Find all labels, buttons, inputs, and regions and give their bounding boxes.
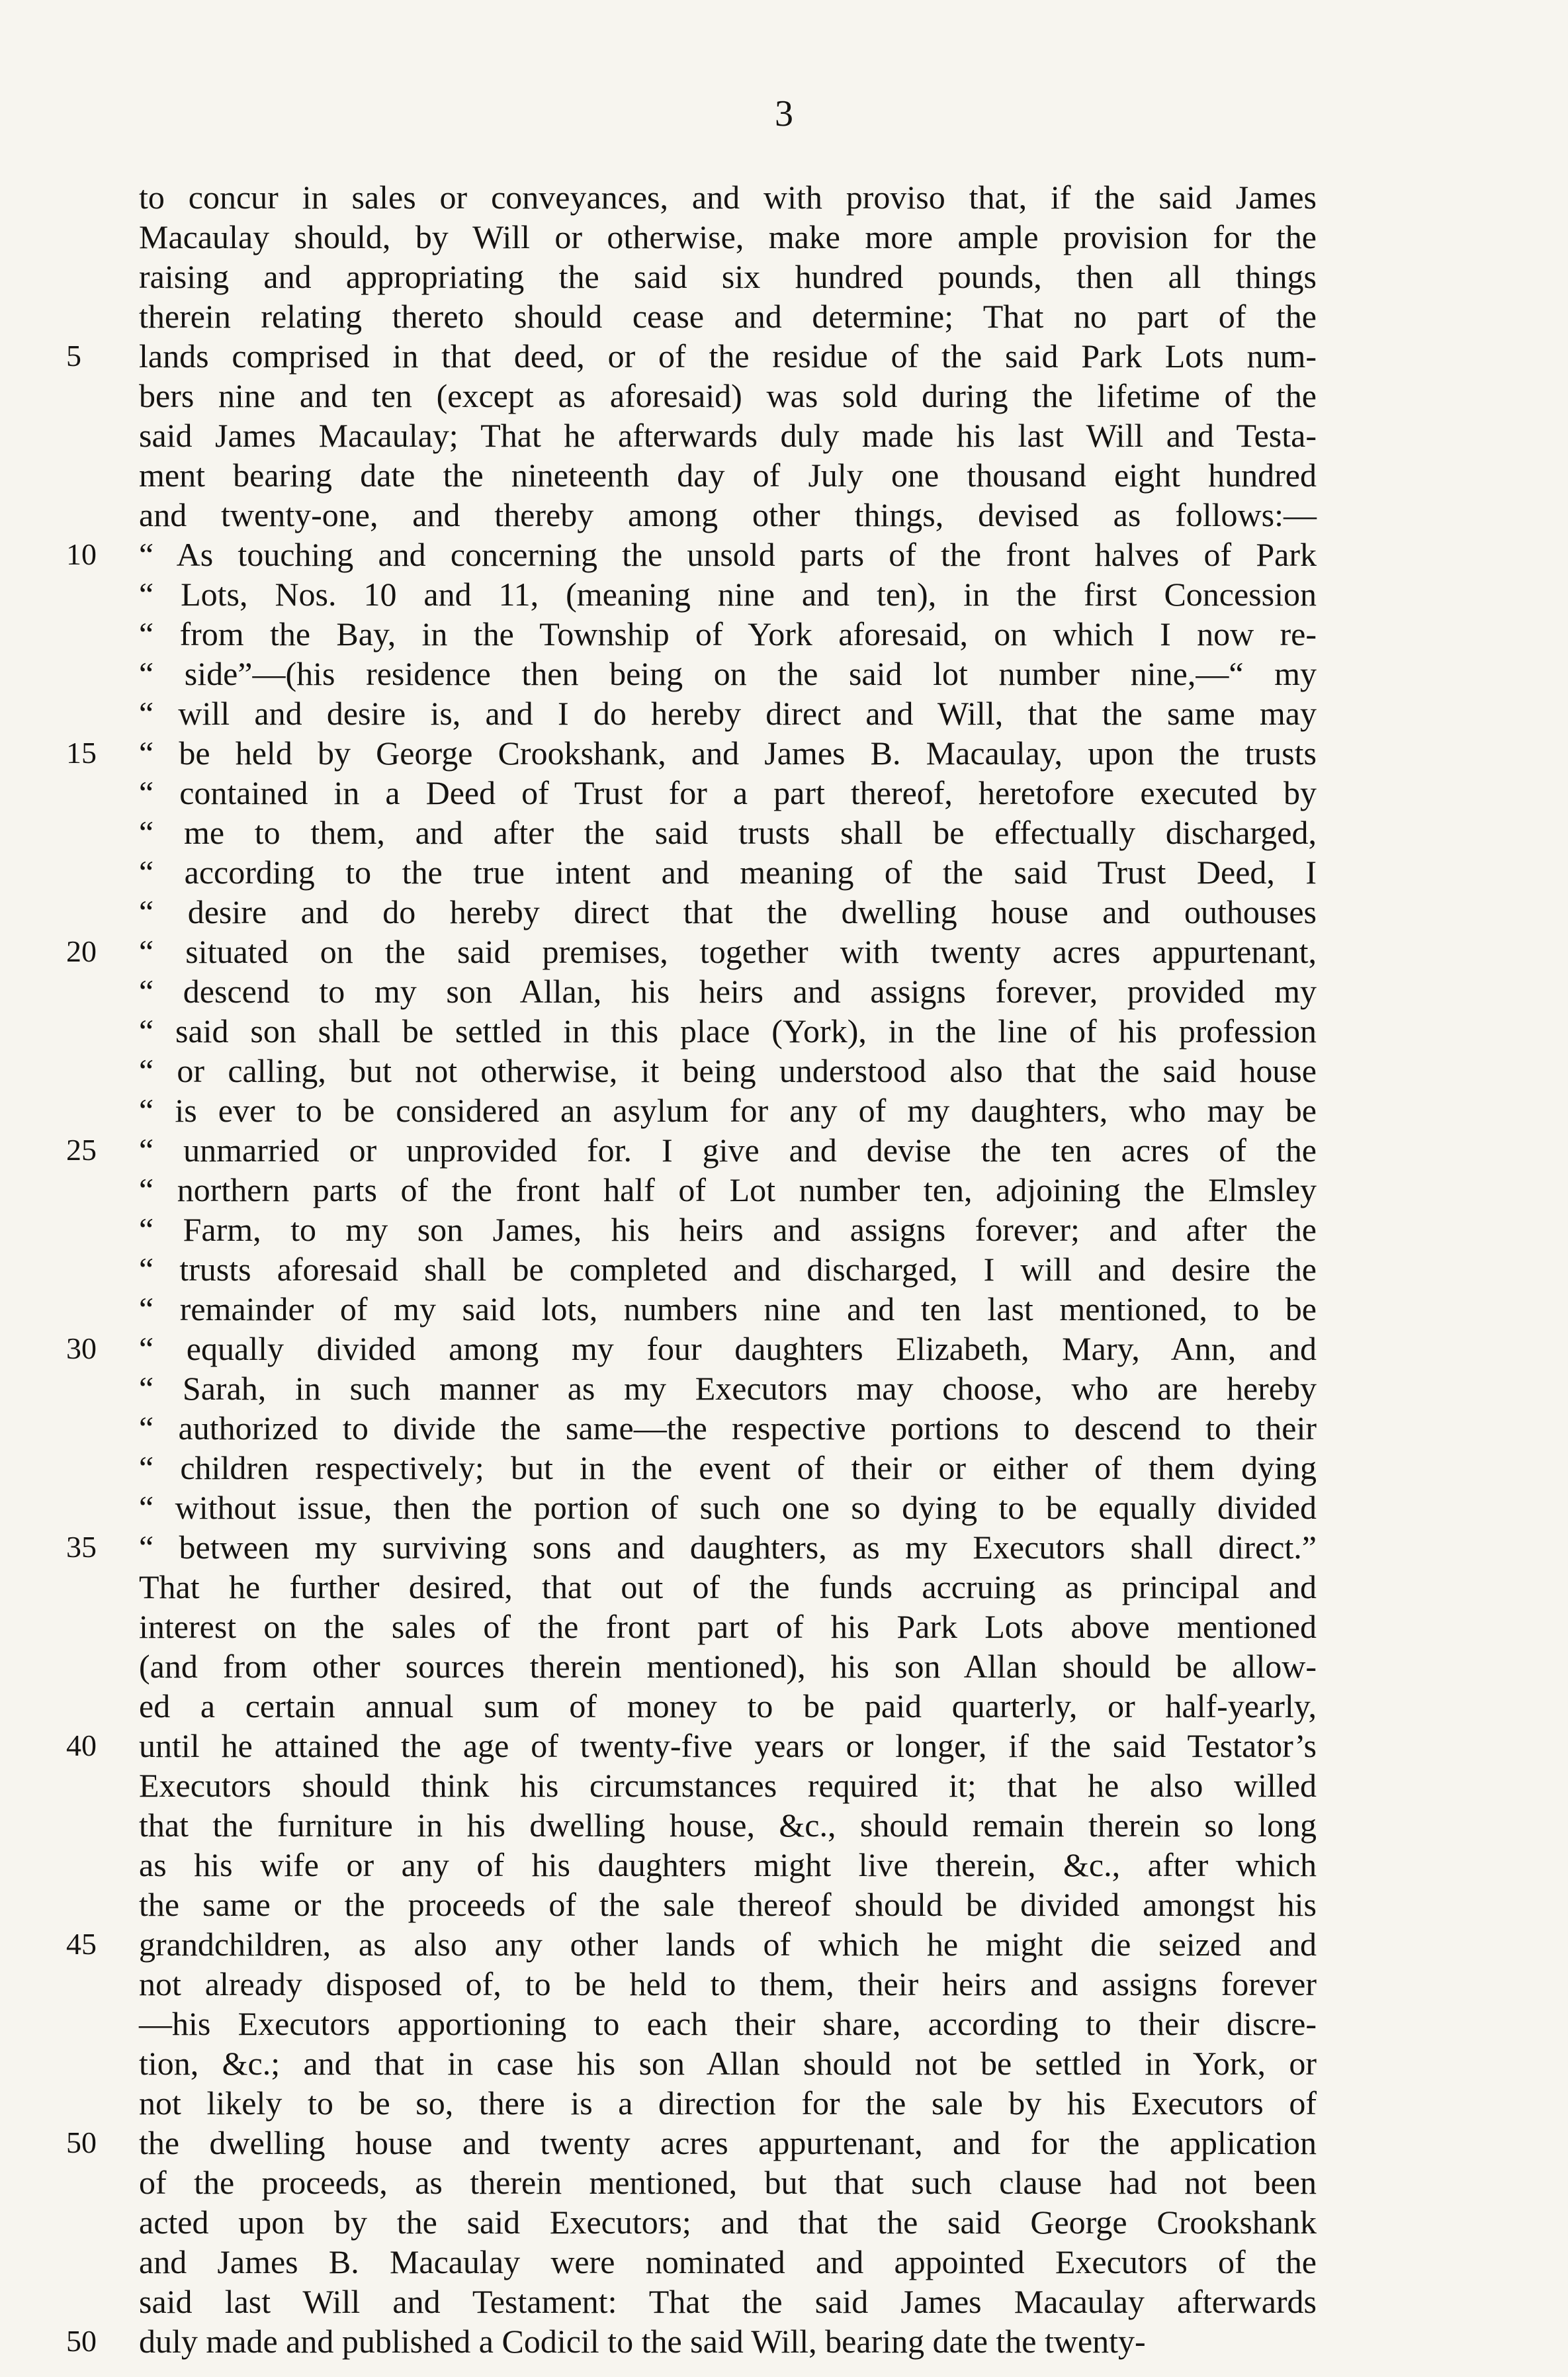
line-text: “ descend to my son Allan, his heirs and assigns forever, provided my (139, 973, 1317, 1010)
page-number: 3 (775, 93, 793, 134)
line-number: 25 (66, 1133, 97, 1167)
text-line (139, 1805, 1317, 1845)
text-line (139, 2043, 1317, 2083)
text-line (66, 2123, 1317, 2163)
text-line (66, 733, 1317, 773)
line-text: “ contained in a Deed of Trust for a part thereof, heretofore executed by (139, 774, 1317, 811)
text-line (139, 1289, 1317, 1329)
line-text: “ between my surviving sons and daughters, as my Executors shall direct.” (139, 1529, 1317, 1566)
line-text: that the furniture in his dwelling house, &c., should remain therein so long (139, 1807, 1317, 1844)
text-line (139, 495, 1317, 535)
line-text: of the proceeds, as therein mentioned, but that such clause had not been (139, 2164, 1317, 2201)
text-line (66, 1130, 1317, 1170)
text-line (139, 892, 1317, 932)
line-text: “ northern parts of the front half of Lot number ten, adjoining the Elmsley (139, 1171, 1317, 1208)
line-text: as his wife or any of his daughters might live therein, &c., after which (139, 1846, 1317, 1883)
line-text: “ remainder of my said lots, numbers nine and ten last mentioned, to be (139, 1290, 1317, 1327)
line-text: bers nine and ten (except as aforesaid) was sold during the lifetime of the (139, 377, 1317, 414)
text-line (66, 535, 1317, 574)
line-text: therein relating thereto should cease and determine; That no part of the (139, 298, 1317, 335)
line-number: 45 (66, 1927, 97, 1961)
text-line (139, 1686, 1317, 1726)
text-line (139, 852, 1317, 892)
text-line (139, 1964, 1317, 2004)
line-text: “ children respectively; but in the event of their or either of them dying (139, 1449, 1317, 1486)
line-text: “ said son shall be settled in this place (York), in the line of his profession (139, 1012, 1317, 1050)
line-text: and James B. Macaulay were nominated and appointed Executors of the (139, 2243, 1317, 2280)
text-line (66, 1527, 1317, 1567)
line-text: “ without issue, then the portion of such one so dying to be equally divided (139, 1489, 1317, 1526)
line-text: the dwelling house and twenty acres appurtenant, and for the application (139, 2124, 1317, 2161)
line-text: the same or the proceeds of the sale thereof should be divided amongst his (139, 1886, 1317, 1923)
text-line (139, 1170, 1317, 1210)
line-text: tion, &c.; and that in case his son Allan should not be settled in York, or (139, 2045, 1317, 2082)
text-line (139, 1091, 1317, 1130)
line-text: “ side”—(his residence then being on the said lot number nine,—“ my (139, 655, 1317, 692)
text-line (139, 1885, 1317, 1924)
text-line (139, 2242, 1317, 2282)
text-line (139, 2202, 1317, 2242)
text-line (66, 1924, 1317, 1964)
line-text: “ Sarah, in such manner as my Executors may choose, who are hereby (139, 1370, 1317, 1407)
line-text: “ me to them, and after the said trusts shall be effectually discharged, (139, 814, 1317, 851)
line-number: 10 (66, 537, 97, 571)
line-text: said last Will and Testament: That the said James Macaulay afterwards (139, 2283, 1317, 2320)
text-line (139, 416, 1317, 455)
line-text: not already disposed of, to be held to them, their heirs and assigns forever (139, 1965, 1317, 2002)
text-line (66, 336, 1317, 376)
text-line (66, 2321, 1317, 2361)
text-line (139, 1448, 1317, 1488)
text-line (139, 813, 1317, 852)
text-line (139, 694, 1317, 733)
text-line (66, 1329, 1317, 1368)
text-line (139, 574, 1317, 614)
line-text: acted upon by the said Executors; and that the said George Crookshank (139, 2204, 1317, 2241)
text-line (139, 296, 1317, 336)
line-text: “ Farm, to my son James, his heirs and assigns forever; and after the (139, 1211, 1317, 1248)
text-line (139, 1567, 1317, 1607)
line-text: “ will and desire is, and I do hereby direct and Will, that the same may (139, 695, 1317, 732)
line-text: grandchildren, as also any other lands of which he might die seized and (139, 1926, 1317, 1963)
line-number: 35 (66, 1530, 97, 1564)
line-text: “ from the Bay, in the Township of York aforesaid, on which I now re- (139, 615, 1317, 652)
line-text: ment bearing date the nineteenth day of July one thousand eight hundred (139, 457, 1317, 494)
line-text: interest on the sales of the front part of his Park Lots above mentioned (139, 1608, 1317, 1645)
text-line (139, 217, 1317, 257)
text-line (139, 1368, 1317, 1408)
line-text: “ is ever to be considered an asylum for any of my daughters, who may be (139, 1092, 1317, 1129)
text-line (139, 376, 1317, 416)
line-text: “ As touching and concerning the unsold parts of the front halves of Park (139, 536, 1317, 573)
text-line (139, 2282, 1317, 2321)
text-line (139, 1210, 1317, 1249)
line-text: “ trusts aforesaid shall be completed and discharged, I will and desire the (139, 1251, 1317, 1288)
line-text: That he further desired, that out of the funds accruing as principal and (139, 1568, 1317, 1605)
line-number: 20 (66, 934, 97, 968)
line-text: “ desire and do hereby direct that the dwelling house and outhouses (139, 893, 1317, 930)
text-line (139, 2163, 1317, 2202)
line-text: ed a certain annual sum of money to be paid quarterly, or half-yearly, (139, 1687, 1317, 1725)
text-line (139, 971, 1317, 1011)
text-line (139, 614, 1317, 654)
text-line (139, 1766, 1317, 1805)
text-line (139, 1051, 1317, 1091)
line-text: and twenty-one, and thereby among other things, devised as follows:— (139, 496, 1317, 533)
line-text: “ or calling, but not otherwise, it being understood also that the said house (139, 1052, 1317, 1089)
text-line (139, 455, 1317, 495)
text-line (139, 1845, 1317, 1885)
line-text: duly made and published a Codicil to the said Will, bearing date the twenty- (139, 2323, 1146, 2360)
text-line (139, 654, 1317, 694)
text-line (139, 1646, 1317, 1686)
line-text: (and from other sources therein mentioned), his son Allan should be allow- (139, 1648, 1317, 1685)
text-line (139, 1408, 1317, 1448)
text-line (139, 1607, 1317, 1646)
text-line (139, 177, 1317, 217)
text-line (139, 1488, 1317, 1527)
text-line (66, 1726, 1317, 1766)
text-line (66, 932, 1317, 971)
line-text: raising and appropriating the said six hundred pounds, then all things (139, 258, 1317, 295)
line-text: “ situated on the said premises, together with twenty acres appurtenant, (139, 933, 1317, 970)
line-number: 50 (66, 2324, 97, 2358)
text-line (139, 2083, 1317, 2123)
line-text: “ unmarried or unprovided for. I give and devise the ten acres of the (139, 1132, 1317, 1169)
line-number: 5 (66, 339, 81, 373)
line-text: “ authorized to divide the same—the respective portions to descend to their (139, 1410, 1317, 1447)
line-text: “ Lots, Nos. 10 and 11, (meaning nine and ten), in the first Concession (139, 576, 1317, 613)
line-text: “ be held by George Crookshank, and James B. Macaulay, upon the trusts (139, 735, 1317, 772)
line-text: —his Executors apportioning to each their share, according to their discre- (139, 2005, 1317, 2042)
line-text: until he attained the age of twenty-five years or longer, if the said Testator’s (139, 1727, 1317, 1764)
line-text: to concur in sales or conveyances, and with proviso that, if the said James (139, 179, 1317, 216)
line-number: 40 (66, 1728, 97, 1762)
line-text: “ according to the true intent and meaning of the said Trust Deed, I (139, 854, 1317, 891)
document-body (66, 177, 1317, 2361)
line-number: 50 (66, 2126, 97, 2159)
line-text: lands comprised in that deed, or of the residue of the said Park Lots num- (139, 337, 1317, 375)
line-number: 15 (66, 736, 97, 770)
text-line (139, 1011, 1317, 1051)
text-line (139, 257, 1317, 296)
line-text: said James Macaulay; That he afterwards duly made his last Will and Testa- (139, 417, 1317, 454)
line-text: Executors should think his circumstances required it; that he also willed (139, 1767, 1317, 1804)
line-number: 30 (66, 1331, 97, 1365)
text-line (139, 2004, 1317, 2043)
text-line (139, 773, 1317, 813)
line-text: Macaulay should, by Will or otherwise, make more ample provision for the (139, 218, 1317, 255)
line-text: not likely to be so, there is a direction for the sale by his Executors of (139, 2085, 1317, 2122)
line-text: “ equally divided among my four daughters Elizabeth, Mary, Ann, and (139, 1330, 1317, 1367)
text-line (139, 1249, 1317, 1289)
